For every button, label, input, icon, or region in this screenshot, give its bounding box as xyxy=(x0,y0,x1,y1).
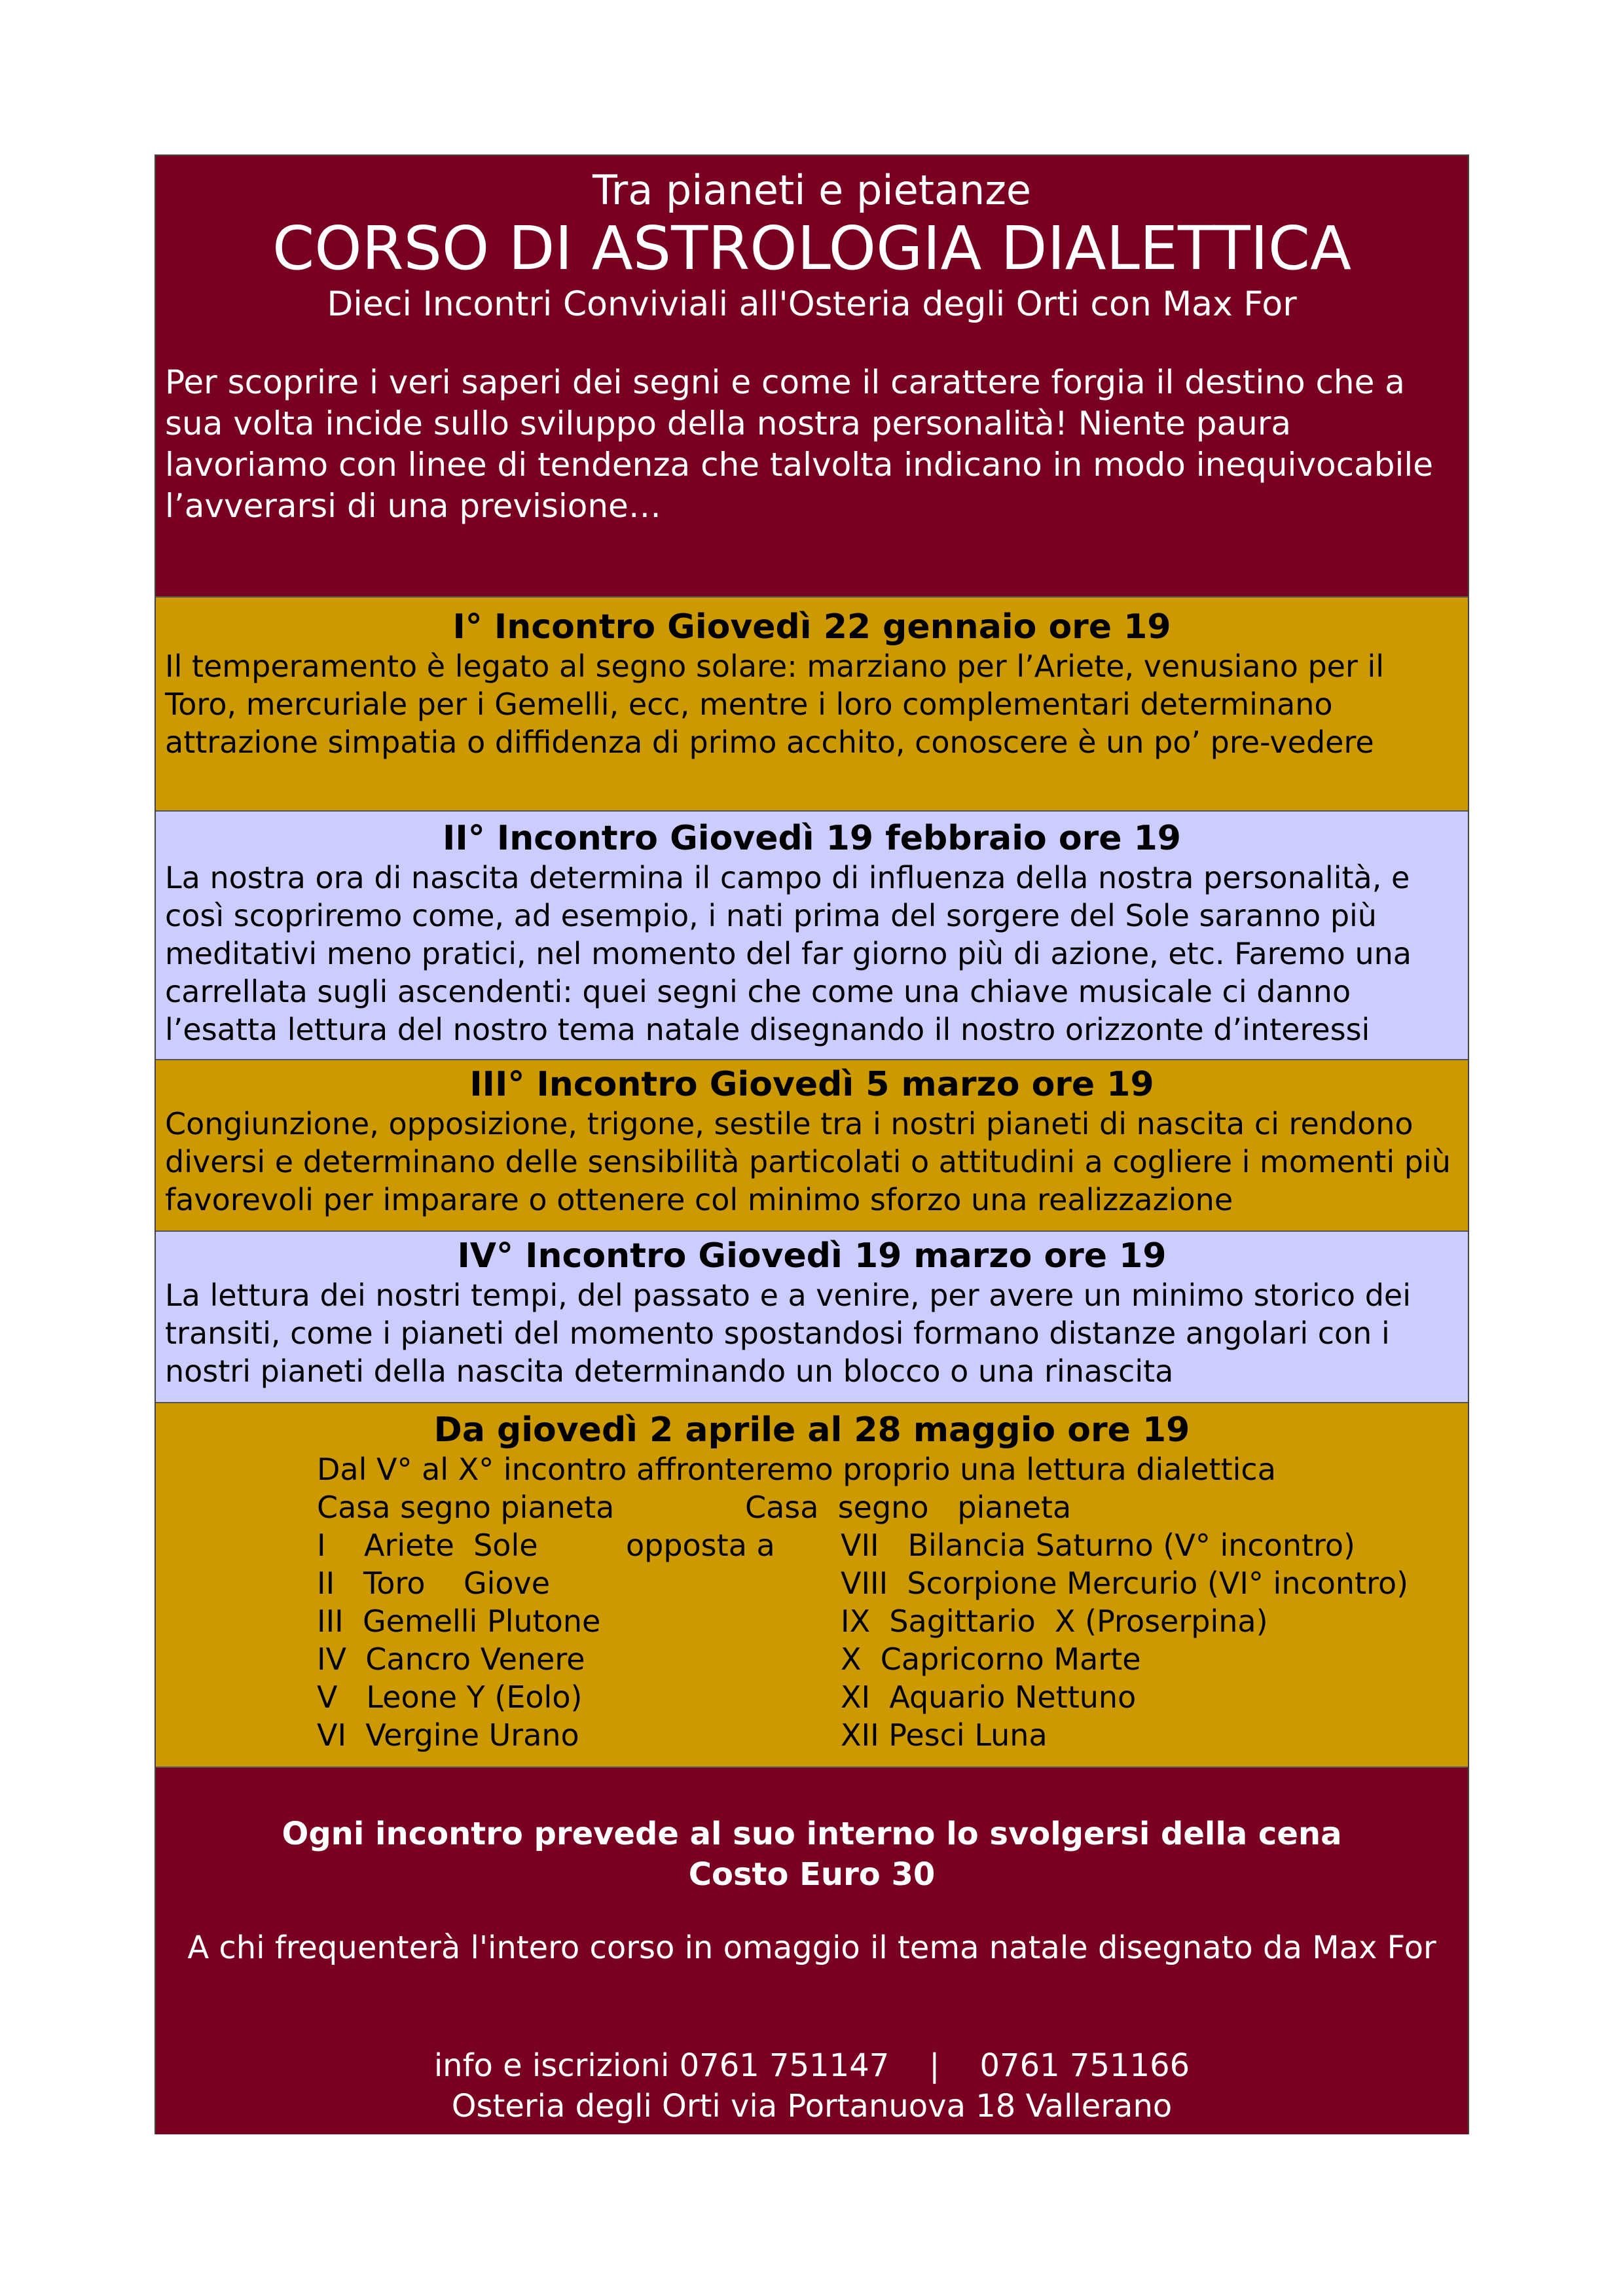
incontro-body: Congiunzione, opposizione, trigone, sestile tra i nostri pianeti di nascita ci rendono diversi e determinano delle sensibilità particolati o attitudini a cogliere i momenti più favorevoli per imparare o ottenere col minimo sforzo una realizzazione xyxy=(165,1106,1451,1217)
incontro-body: La nostra ora di nascita determina il campo di influenza della nostra personalità, e così scopriremo come, ad esempio, i nati prima del sorgere del Sole saranno più meditativi meno pratici, nel momento del far giorno più di azione, etc. Faremo una carrellata sugli ascendenti: quei segni che come una chiave musicale ci danno l’esatta lettura del nostro tema natale disegnando il nostro orizzonte d’interessi xyxy=(165,860,1412,1047)
casa-right-row: VII Bilancia Saturno (V° incontro) xyxy=(841,1528,1355,1563)
incontro-2 xyxy=(156,812,1468,1060)
tagline: Dieci Incontri Conviviali all'Osteria degli Orti con Max For xyxy=(327,285,1297,324)
footer-section xyxy=(156,1768,1468,2134)
incontro-4 xyxy=(156,1232,1468,1403)
casa-right-row: XII Pesci Luna xyxy=(841,1717,1048,1753)
casa-left-row: IV Cancro Venere xyxy=(317,1641,585,1677)
header-section xyxy=(156,156,1468,598)
contact-info: info e iscrizioni 0761 751147 | 0761 751166 xyxy=(433,2047,1190,2084)
dialettica-section xyxy=(156,1403,1468,1768)
casa-left-row: VI Vergine Urano xyxy=(317,1717,579,1753)
casa-right-row: XI Aquario Nettuno xyxy=(841,1679,1137,1715)
incontro-1 xyxy=(156,598,1468,812)
casa-left-row: V Leone Y (Eolo) xyxy=(317,1679,583,1715)
intro-text: Per scoprire i veri saperi dei segni e come il carattere forgia il destino che a sua volta incide sullo sviluppo della nostra personalità! Niente paura lavoriamo con linee di tendenza che talvolta indicano in modo inequivocabile l’avverarsi di una previsione… xyxy=(165,363,1434,525)
casa-left-row: III Gemelli Plutone xyxy=(317,1604,601,1639)
address: Osteria degli Orti via Portanuova 18 Vallerano xyxy=(451,2088,1173,2125)
incontro-body: La lettura dei nostri tempi, del passato e a venire, per avere un minimo storico dei transiti, come i pianeti del momento spostandosi formano distanze angolari con i nostri pianeti della nascita determinando un blocco o una rinascita xyxy=(165,1278,1411,1389)
page-title: CORSO DI ASTROLOGIA DIALETTICA xyxy=(272,213,1352,283)
dialettica-title: Da giovedì 2 aprile al 28 maggio ore 19 xyxy=(433,1410,1190,1450)
incontro-title: I° Incontro Giovedì 22 gennaio ore 19 xyxy=(452,607,1171,647)
casa-left-row: I Ariete Sole xyxy=(317,1528,538,1563)
costo-label: Costo Euro 30 xyxy=(688,1856,936,1893)
casa-right-row: IX Sagittario X (Proserpina) xyxy=(841,1604,1268,1639)
incontro-body: Il temperamento è legato al segno solare: marziano per l’Ariete, venusiano per il Toro, mercuriale per i Gemelli, ecc, mentre i loro complementari determinano attrazione simpatia o diffidenza di primo acchito, conoscere è un po’ pre-vedere xyxy=(165,649,1385,760)
incontro-title: IV° Incontro Giovedì 19 marzo ore 19 xyxy=(457,1236,1167,1276)
opposta-label: opposta a xyxy=(626,1528,775,1563)
cena-note: Ogni incontro prevede al suo interno lo svolgersi della cena xyxy=(282,1816,1342,1852)
table-header-left: Casa segno pianeta xyxy=(317,1490,615,1525)
subtitle: Tra pianeti e pietanze xyxy=(592,166,1032,214)
omaggio-note: A chi frequenterà l'intero corso in omaggio il tema natale disegnato da Max For xyxy=(187,1929,1436,1966)
incontro-title: II° Incontro Giovedì 19 febbraio ore 19 xyxy=(443,819,1181,858)
table-header-right: Casa segno pianeta xyxy=(745,1490,1072,1525)
incontro-title: III° Incontro Giovedì 5 marzo ore 19 xyxy=(469,1065,1154,1104)
casa-left-row: II Toro Giove xyxy=(317,1566,551,1601)
casa-right-row: X Capricorno Marte xyxy=(841,1641,1141,1677)
incontro-3 xyxy=(156,1060,1468,1232)
flyer xyxy=(155,154,1469,2134)
dialettica-intro: Dal V° al X° incontro affronteremo proprio una lettura dialettica xyxy=(317,1452,1276,1487)
casa-right-row: VIII Scorpione Mercurio (VI° incontro) xyxy=(841,1566,1409,1601)
